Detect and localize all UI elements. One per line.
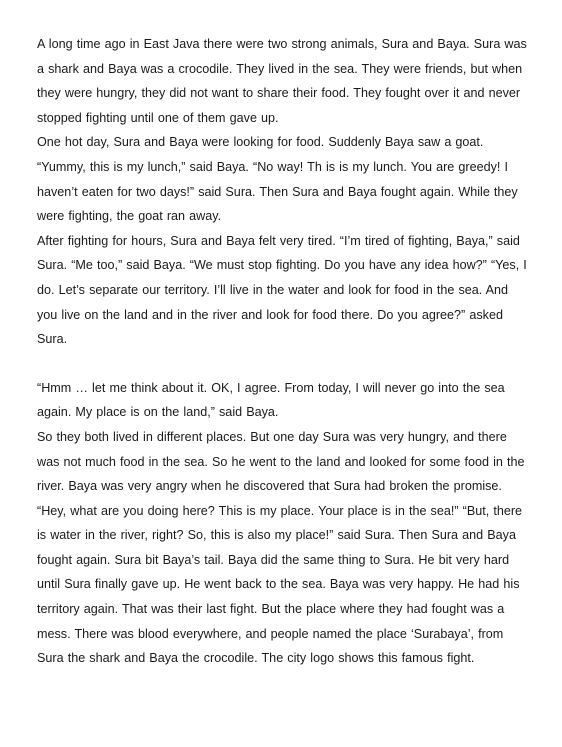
paragraph-intro: A long time ago in East Java there were two strong animals, Sura and Baya. Sura was a shark and Baya was a crocodile. They lived in the sea. They were friends, but when they were hungry, they did not want to share their food. They fought over it and never stopped fighting until one of them gave up. [37,37,527,125]
paragraph-agreement: After fighting for hours, Sura and Baya felt very tired. “I’m tired of fighting, Baya,” said Sura. “Me too,” said Baya. “We must stop fighting. Do you have any idea how?” “Yes, I do. Let’s separate our territory. I’ll live in the water and look for food in the sea. And you live on the land and in the river and look for food there. Do you agree?” asked Sura. [37,233,527,347]
paragraph-gap [37,352,529,376]
paragraph-last-fight: So they both lived in different places. But one day Sura was very hungry, and there was not much food in the sea. So he went to the land and looked for some food in the river. Baya was very angry when he discovered that Sura had broken the promise. “Hey, what are you doing here? This is my place. Your place is in the sea!” “But, there is water in the river, right? So, this is also my place!” said Sura. Then Sura and Baya fought again. Sura bit Baya’s tail. Baya did the same thing to Sura. He bit very hard until Sura finally gave up. He went back to the sea. Baya was very happy. He had his territory again. That was their last fight. But the place where they had fought was a mess. There was blood everywhere, and people named the place ‘Surabaya’, from Sura the shark and Baya the crocodile. The city logo shows this famous fight. [37,429,525,666]
paragraph-baya-reply: “Hmm … let me think about it. OK, I agree. From today, I will never go into the sea again. My place is on the land,” said Baya. [37,380,505,420]
story-text [37,32,529,671]
paragraph-goat: One hot day, Sura and Baya were looking for food. Suddenly Baya saw a goat. “Yummy, this is my lunch,” said Baya. “No way! Th is is my lunch. You are greedy! I haven’t eaten for two days!” said Sura. Then Sura and Baya fought again. While they were fighting, the goat ran away. [37,135,518,224]
